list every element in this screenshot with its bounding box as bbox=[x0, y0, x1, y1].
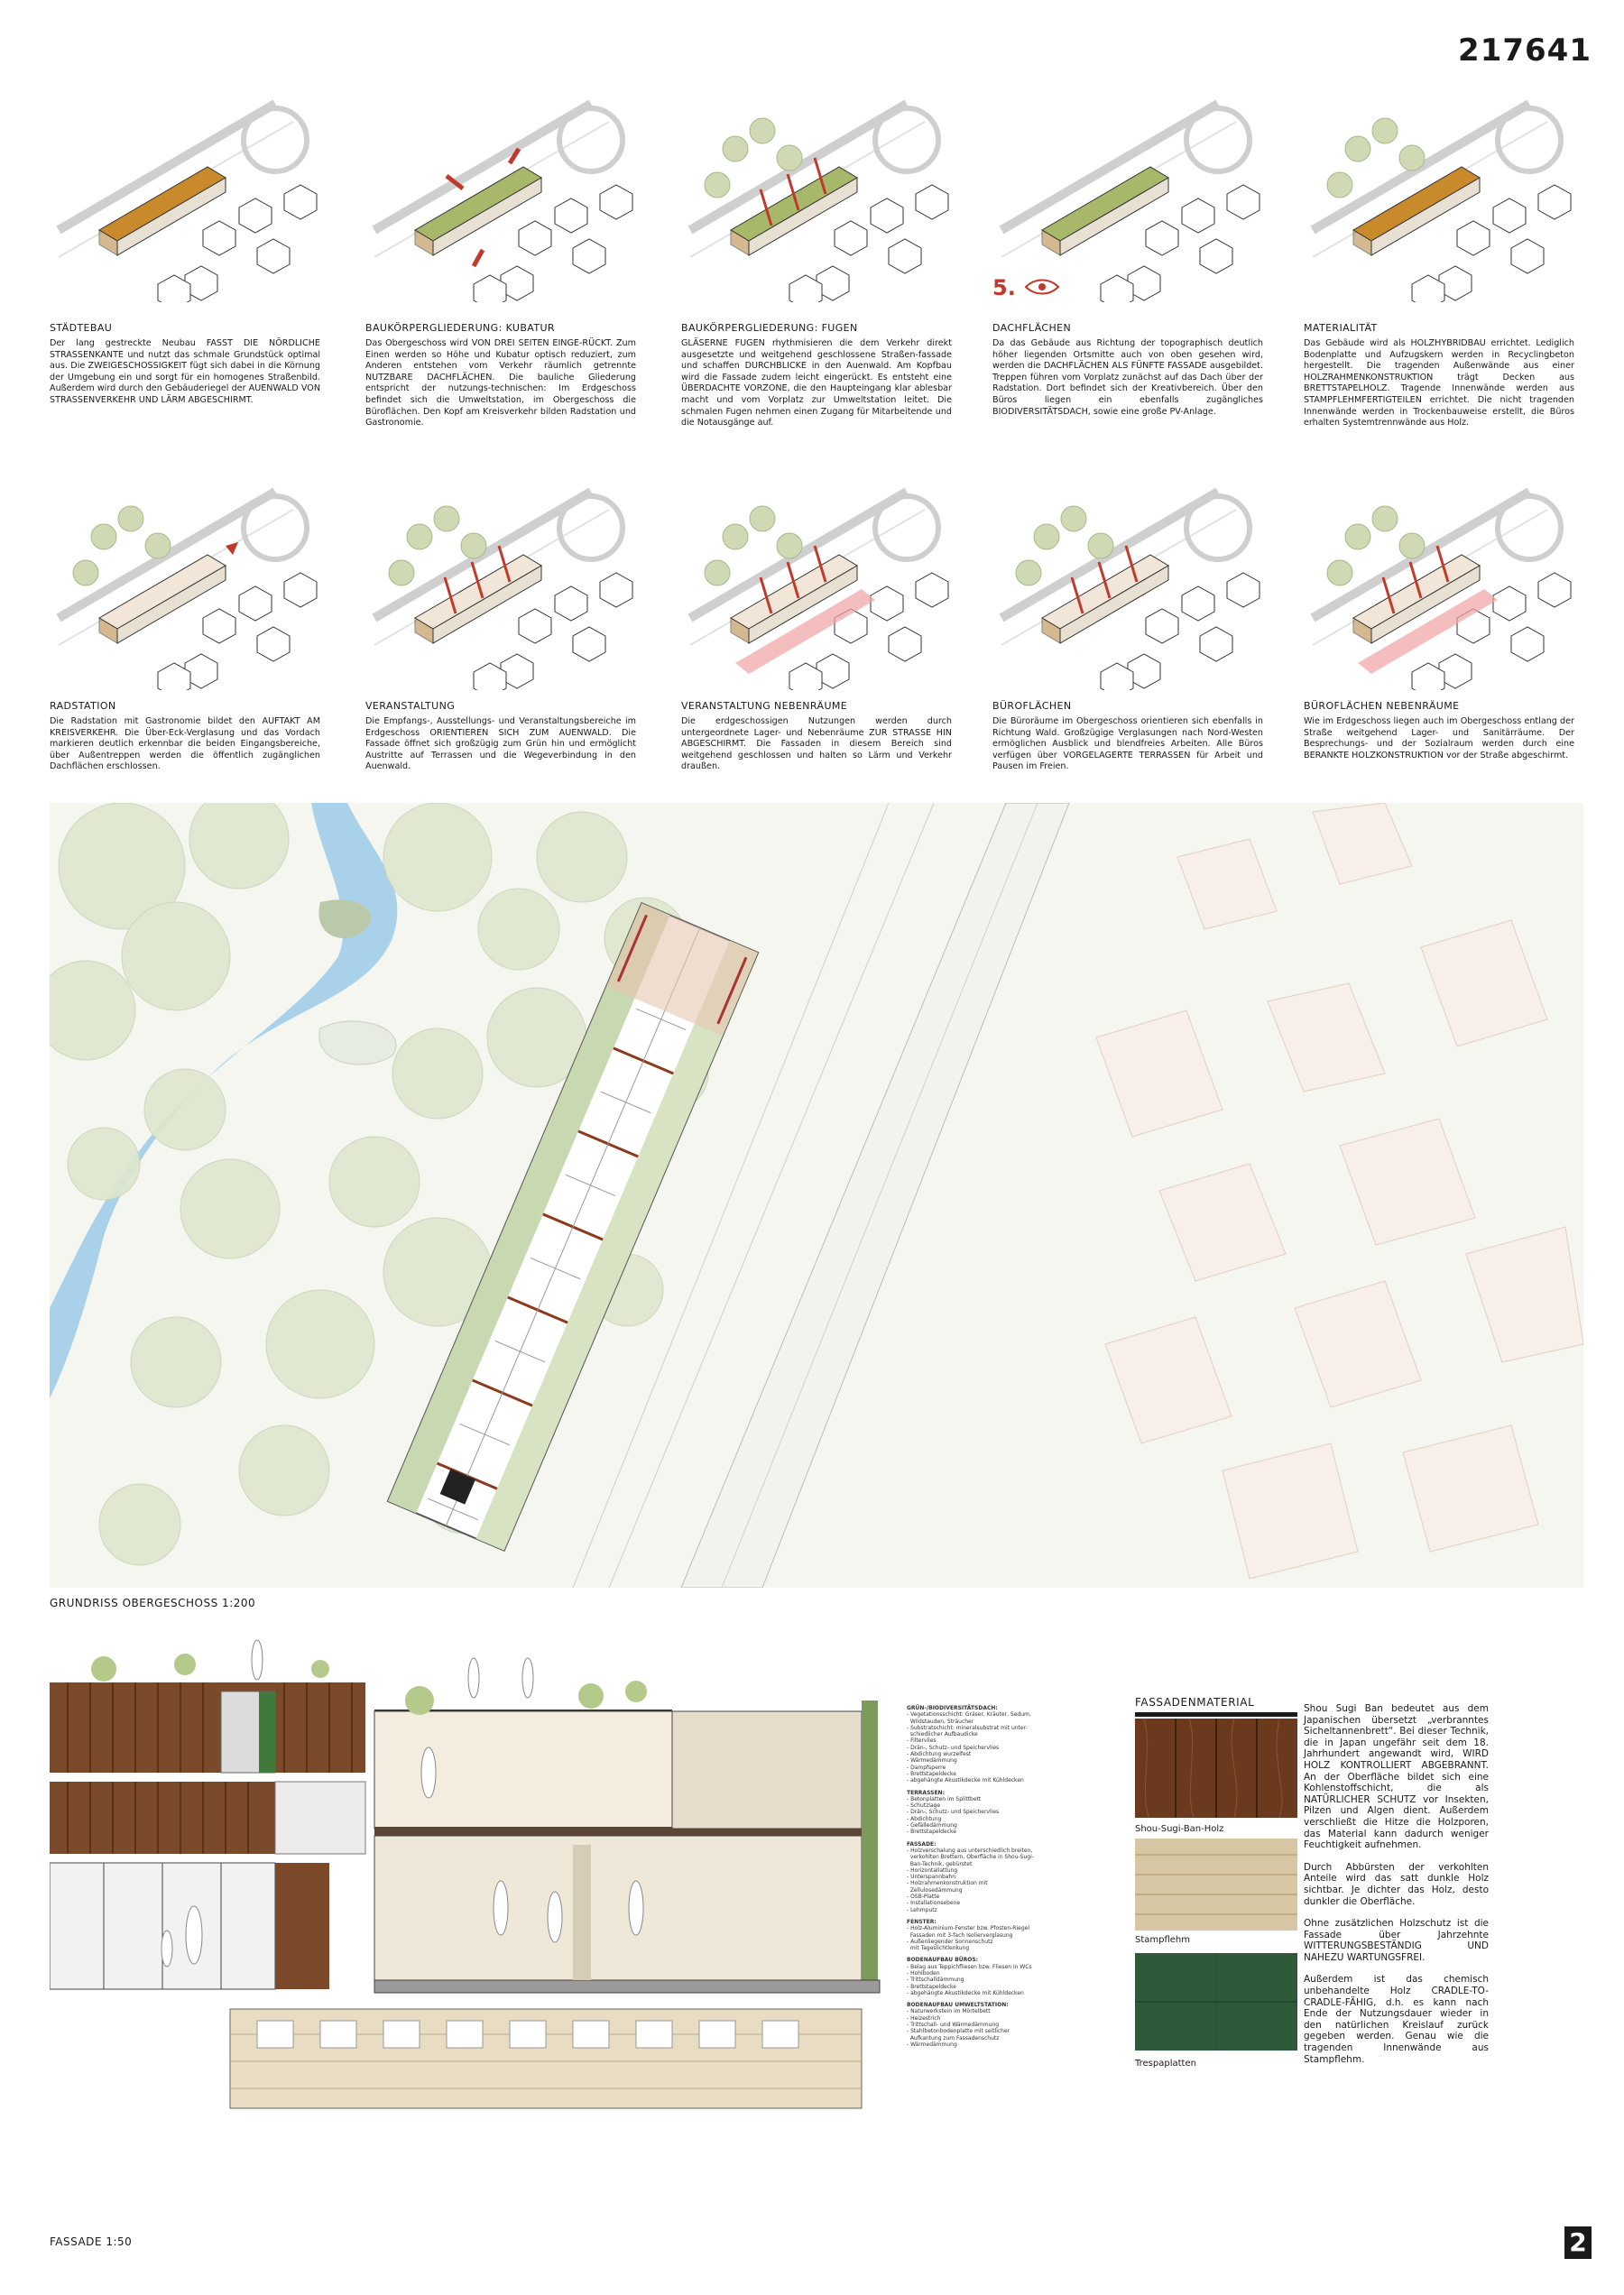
concept-title-3: BAUKÖRPERGLIEDERUNG: FUGEN bbox=[681, 322, 858, 334]
legend-line: - Substratschicht: mineralsubstrat mit unter- bbox=[907, 1724, 1028, 1731]
legend-line: - Außenliegender Sonnenschutz bbox=[907, 1938, 993, 1945]
concept-text-7: Die Empfangs-, Ausstellungs- und Veranstaltungsbereiche im Erdgeschoss ORIENTIEREN SICH ZUM AUENWALD. Die Fassade öffnet sich großzügig zum Grün hin und ermöglicht Austritte auf Terrassen und die Wegeverbindung in den Auenwald. bbox=[365, 716, 636, 772]
legend-line: - Betonplatten im Splittbett bbox=[907, 1795, 982, 1802]
concept-text-10: Wie im Erdgeschoss liegen auch im Obergeschoss entlang der Straße weitgehend Lager- und Sanitärräume. Der Besprechungs- und der Sozialraum werden durch eine BERANKTE HOLZKONSTRUKTION vor der Straße abgeschirmt. bbox=[1304, 716, 1574, 760]
legend-line: - Filtervlies bbox=[907, 1737, 937, 1745]
concept-title-5: MATERIALITÄT bbox=[1304, 322, 1378, 334]
concept-diagram-1 bbox=[50, 95, 320, 302]
legend-line: - Heizestrich bbox=[907, 2014, 941, 2022]
site-plan-drawing bbox=[50, 803, 1583, 1588]
legend-line: - Trittschalldämmung bbox=[907, 1977, 964, 1984]
legend-line: Fassaden mit 3-fach Isolierverglasung bbox=[907, 1931, 1013, 1939]
concept-title-9: BÜROFLÄCHEN bbox=[992, 700, 1072, 712]
concept-title-1: STÄDTEBAU bbox=[50, 322, 113, 334]
legend-line: - Holzverschalung aus unterschiedlich breiten, bbox=[907, 1847, 1033, 1854]
legend-line: - Lehmputz bbox=[907, 1906, 937, 1913]
concept-text-8: Die erdgeschossigen Nutzungen werden durch untergeordnete Lager- und Nebenräume ZUR STRASSE HIN ABGESCHIRMT. Die Fassaden in diesem Bereich sind weitgehend geschlossen und halten so Lärm und Verkehr draußen. bbox=[681, 716, 952, 772]
green-panel bbox=[259, 1691, 275, 1773]
material-paragraph-4: Außerdem ist das chemisch unbehandelte Holz CRADLE-TO-CRADLE-FÄHIG, d.h. es kann nach Ende der Nutzungsdauer wieder in den natürlichen Kreislauf zurück gegeben werden. Genau wie die tragenden Innenwände aus Stampflehm. bbox=[1304, 1974, 1489, 2065]
legend-heading: FASSADE: bbox=[907, 1840, 937, 1848]
section-elevation bbox=[50, 1637, 889, 2115]
legend-line: - Horizontallattung bbox=[907, 1866, 958, 1874]
legend-heading: TERRASSEN: bbox=[907, 1789, 945, 1796]
legend-heading: BODENAUFBAU UMWELTSTATION: bbox=[907, 2002, 1009, 2009]
swatch-rammed-earth bbox=[1135, 1839, 1297, 1931]
eye-icon bbox=[1024, 278, 1060, 300]
legend-line: - Gefälledämmung bbox=[907, 1822, 957, 1830]
legend-line: - Dampfsperre bbox=[907, 1764, 946, 1771]
concept-diagram-8 bbox=[681, 483, 952, 690]
legend-line: - OSB-Platte bbox=[907, 1894, 940, 1901]
site-plan bbox=[50, 803, 1583, 1588]
legend-line: schiedlicher Aufbaudicke bbox=[907, 1731, 978, 1738]
legend-line: - Brettstapeldecke bbox=[907, 1770, 956, 1777]
concept-title-8: VERANSTALTUNG NEBENRÄUME bbox=[681, 700, 848, 712]
roof-terrace-section bbox=[672, 1711, 862, 1829]
legend-line: - Brettstapeldecke bbox=[907, 1983, 956, 1990]
legend-line: - Abdichtung bbox=[907, 1815, 942, 1822]
road bbox=[681, 803, 1069, 1588]
legend-line: - Drän-, Schutz- und Speichervlies bbox=[907, 1744, 1000, 1751]
entry-pillar bbox=[275, 1863, 329, 1989]
meadow bbox=[319, 1021, 396, 1065]
swatch-tresp-image bbox=[1135, 1953, 1297, 2051]
legend-line: - Holz-Aluminium-Fenster bzw. Pfosten-Riegel bbox=[907, 1925, 1029, 1932]
rammed-earth-wall bbox=[573, 1845, 591, 1980]
legend-heading: GRÜN-/BIODIVERSITÄTSDACH: bbox=[907, 1705, 998, 1711]
swatch-wood-label: Shou-Sugi-Ban-Holz bbox=[1135, 1824, 1224, 1834]
legend-line: - Vegetationsschicht: Gräser, Kräuter, Sedum, bbox=[907, 1711, 1031, 1719]
swatch-wood-image bbox=[1135, 1719, 1297, 1818]
legend-line: - Drän-, Schutz- und Speichervlies bbox=[907, 1809, 1000, 1816]
construction-legend bbox=[907, 1705, 1087, 2048]
section-drawing bbox=[50, 1637, 889, 2115]
material-title-rule bbox=[1135, 1712, 1297, 1717]
plan-caption: GRUNDRISS OBERGESCHOSS 1:200 bbox=[50, 1597, 256, 1609]
concept-diagram-2 bbox=[365, 95, 636, 302]
legend-line: - Installationsebene bbox=[907, 1900, 961, 1907]
legend-line: mit Tageslichtlenkung bbox=[907, 1945, 970, 1952]
legend-line: Zellulosedämmung bbox=[907, 1886, 963, 1894]
concept-text-3: GLÄSERNE FUGEN rhythmisieren die dem Verkehr direkt ausgesetzte und weitgehend geschlossene Straßen-fassade und schaffen DURCHBLICKE in den Auenwald. Am Kopfbau wird die Fassade zudem leicht eingerückt. Es entsteht eine ÜBERDACHTE VORZONE, die den Haupteingang klar ablesbar macht und vom Vorplatz zur Umweltstation leitet. Die schmalen Fugen nehmen einen Zugang für Mitarbeitende und die Notausgänge auf. bbox=[681, 338, 952, 429]
legend-heading: BODENAUFBAU BÜROS: bbox=[907, 1957, 979, 1964]
window-mid bbox=[275, 1782, 365, 1854]
legend-line: - abgehängte Akustikdecke mit Kühldecken bbox=[907, 1777, 1024, 1784]
legend-line: - Belag aus Teppichfliesen bzw. Fliesen in WCs bbox=[907, 1963, 1032, 1970]
legend-line: - Trittschall- und Wärmedämmung bbox=[907, 2022, 1000, 2029]
concept-title-10: BÜROFLÄCHEN NEBENRÄUME bbox=[1304, 700, 1460, 712]
mid-facade bbox=[50, 1782, 275, 1854]
legend-line: - Wärmedämmung bbox=[907, 1757, 957, 1765]
legend-line: - Wärmedämmung bbox=[907, 2041, 957, 2048]
green-wall bbox=[862, 1701, 878, 1980]
concept-title-6: RADSTATION bbox=[50, 700, 116, 712]
concept-diagram-7 bbox=[365, 483, 636, 690]
legend-line: - abgehängte Akustikdecke mit Kühldecken bbox=[907, 1989, 1024, 1996]
upper-floor-section bbox=[374, 1711, 672, 1829]
upper-facade bbox=[50, 1682, 365, 1773]
concept-title-2: BAUKÖRPERGLIEDERUNG: KUBATUR bbox=[365, 322, 555, 334]
material-paragraph-3: Ohne zusätzlichen Holzschutz ist die Fassade über Jahrzehnte WITTERUNGSBESTÄNDIG UND NAHEZU WARTUNGSFREI. bbox=[1304, 1918, 1489, 1963]
material-title: FASSADENMATERIAL bbox=[1135, 1696, 1255, 1709]
concept-text-1: Der lang gestreckte Neubau FASST DIE NÖRDLICHE STRASSENKANTE und nutzt das schmale Grundstück optimal aus. Die ZWEIGESCHOSSIGKEIT fügt sich dabei in die Körnung der Umgebung ein und sorgt für ein homogenes Straßenbild. Außerdem wird durch den Gebäuderiegel der AUENWALD VON STRASSENVERKEHR UND LÄRM ABGESCHIRMT. bbox=[50, 338, 320, 405]
swatch-rammed-earth-image bbox=[1135, 1839, 1297, 1931]
concept-diagram-5 bbox=[1304, 95, 1574, 302]
concept-diagram-4 bbox=[992, 95, 1263, 302]
legend-line: Ban-Technik, gebürstet bbox=[907, 1860, 973, 1867]
swatch-wood bbox=[1135, 1719, 1297, 1818]
legend-line: - Schutzlage bbox=[907, 1802, 941, 1810]
concept-text-6: Die Radstation mit Gastronomie bildet den AUFTAKT AM KREISVERKEHR. Die Über-Eck-Verglasung und das Vordach markieren deutlich erkennbar die beiden Eingangsbereiche, über Außentreppen werden die öffentlich zugänglichen Dachflächen erschlossen. bbox=[50, 716, 320, 772]
legend-line: - Abdichtung wurzelfest bbox=[907, 1751, 972, 1758]
foundation bbox=[374, 1980, 880, 1993]
project-id: 217641 bbox=[1458, 32, 1592, 69]
material-description bbox=[1304, 1703, 1489, 2065]
concept-text-9: Die Büroräume im Obergeschoss orientieren sich ebenfalls in Richtung Wald. Großzügige Verglasungen nach Nord-Westen ermöglichen Ausblick und blendfreies Arbeiten. Alle Büros verfügen über VORGELAGERTE TERRASSEN für Arbeit und Pausen im Freien. bbox=[992, 716, 1263, 772]
legend-line: Aufkantung zum Fassadenschutz bbox=[907, 2034, 1000, 2042]
legend-line: - Stahlbetonbodenplatte mit seitlicher bbox=[907, 2028, 1010, 2035]
concept-text-4: Da das Gebäude aus Richtung der topographisch deutlich höher liegenden Ortsmitte auch von oben gesehen wird, werden die DACHFLÄCHEN ALS FÜNFTE FASSADE ausgebildet. Treppen führen vom Vorplatz zunächst auf das Dach über der Radstation. Dort befindet sich der Kreativbereich. Über den Büros liegen ein ebenfalls zugängliches BIODIVERSITÄTSDACH, sowie eine große PV-Anlage. bbox=[992, 338, 1263, 417]
concept-title-4: DACHFLÄCHEN bbox=[992, 322, 1072, 334]
concept-diagram-3 bbox=[681, 95, 952, 302]
concept-diagram-10 bbox=[1304, 483, 1574, 690]
concept-diagram-6 bbox=[50, 483, 320, 690]
concept-text-2: Das Obergeschoss wird VON DREI SEITEN EINGE-RÜCKT. Zum Einen werden so Höhe und Kubatur optisch reduziert, zum Anderen entstehen vom Verkehr räumlich getrennte NUTZBARE DACHFLÄCHEN. Die bauliche Gliederung entspricht der nutzungs-technischen: Im Erdgeschoss befindet sich die Umweltstation, im Obergeschoss die Büroflächen. Den Kopf am Kreisverkehr bilden Radstation und Gastronomie. bbox=[365, 338, 636, 429]
legend-line: - Hohlboden bbox=[907, 1969, 940, 1977]
concept-text-5: Das Gebäude wird als HOLZHYBRIDBAU errichtet. Lediglich Bodenplatte und Aufzugskern werden in Recyclingbeton hergestellt. Die tragenden Außenwände aus einer HOLZRAHMENKONSTRUKTION trägt Decken aus BRETTSTAPELHOLZ. Tragende Innenwände werden aus STAMPFLEHMFERTIGTEILEN errichtet. Die nicht tragenden Innenwände werden in Trockenbauweise erstellt, die Büros erhalten Systemtrennwände aus Holz. bbox=[1304, 338, 1574, 429]
swatch-tresp-label: Trespaplatten bbox=[1135, 2059, 1196, 2069]
material-paragraph-1: Shou Sugi Ban bedeutet aus dem Japanischen übersetzt „verbranntes Sicheltannenbrett“. Bei dieser Technik, die in Japan ungefähr seit dem 18. Jahrhundert angewandt wird, WIRD HOLZ KONTROLLIERT ABGEBRANNT. An der Oberfläche bildet sich eine Kohlenstoffschicht, die als NATÜRLICHER SCHUTZ vor Insekten, Pilzen und Algen dient. Außerdem verschließt die Hitze die Holzporen, das Material kann dadurch weniger Feuchtigkeit aufnehmen. bbox=[1304, 1703, 1489, 1851]
concept-diagram-9 bbox=[992, 483, 1263, 690]
neighbour-buildings bbox=[1096, 803, 1583, 1579]
ground-floor-section bbox=[374, 1836, 862, 1980]
elevation-windows bbox=[257, 2021, 798, 2048]
facade-caption: FASSADE 1:50 bbox=[50, 2235, 133, 2248]
page-number: 2 bbox=[1564, 2226, 1592, 2259]
material-paragraph-2: Durch Abbürsten der verkohlten Anteile wird das satt dunkle Holz sichtbar. Je dichter das Holz, desto dunkler die Oberfläche. bbox=[1304, 1861, 1489, 1907]
legend-line: - Holzrahmenkonstruktion mit bbox=[907, 1880, 988, 1887]
legend-line: - Naturwerkstein im Mörtelbett bbox=[907, 2008, 991, 2015]
legend-line: verkohlten Brettern, Oberfläche in Shou-Sugi- bbox=[907, 1854, 1034, 1861]
concept-title-7: VERANSTALTUNG bbox=[365, 700, 456, 712]
legend-line: Wildstauden, Sträucher bbox=[907, 1718, 974, 1725]
fifth-facade-badge: 5. bbox=[992, 275, 1016, 300]
legend-line: - Unterspannbahn bbox=[907, 1874, 956, 1881]
swatch-rammed-earth-label: Stampflehm bbox=[1135, 1935, 1191, 1945]
legend-line: - Brettstapeldecke bbox=[907, 1829, 956, 1836]
legend-heading: FENSTER: bbox=[907, 1918, 937, 1925]
swatch-tresp bbox=[1135, 1953, 1297, 2051]
